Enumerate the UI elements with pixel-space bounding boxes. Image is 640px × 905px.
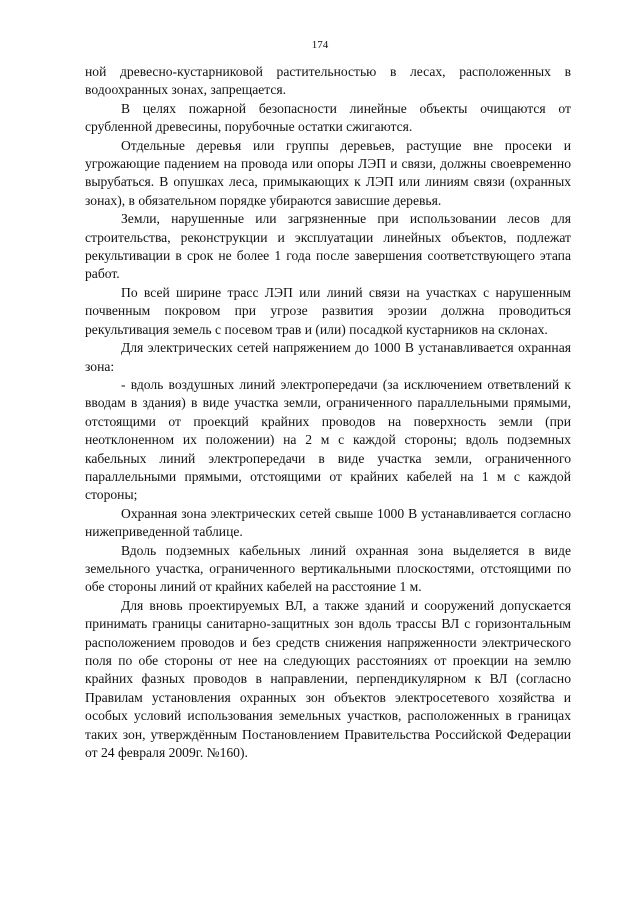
paragraph-erosion-control: По всей ширине трасс ЛЭП или линий связи на участках с нарушенным почвенным покровом при угрозе развития эрозии должна проводиться рекультивация земель с посевом трав и (или) посадкой кустарников на склонах. <box>85 284 571 337</box>
paragraph-tree-removal: Отдельные деревья или группы деревьев, растущие вне просеки и угрожающие падением на провода или опоры ЛЭП и связи, должны своевременно вырубаться. В опушках леса, примыкающих к ЛЭП или линиям связи (охранных зонах), в обязательном порядке убираются зависшие деревья. <box>85 137 571 208</box>
paragraph-high-voltage-zone: Охранная зона электрических сетей свыше 1000 В устанавливается согласно нижеприведенной таблице. <box>85 505 571 540</box>
paragraph-continuation: ной древесно-кустарниковой растительностью в лесах, расположенных в водоохранных зонах, запрещается. <box>85 64 571 98</box>
paragraph-fire-safety: В целях пожарной безопасности линейные объекты очищаются от срубленной древесины, порубочные остатки сжигаются. <box>85 100 571 135</box>
page-body <box>85 63 571 762</box>
paragraph-land-reclamation: Земли, нарушенные или загрязненные при использовании лесов для строительства, реконструкции и эксплуатации линейных объектов, подлежат рекультивации в срок не более 1 года после завершения соответствующего этапа работ. <box>85 211 571 282</box>
paragraph-low-voltage-zone: Для электрических сетей напряжением до 1000 В устанавливается охранная зона: <box>85 340 571 374</box>
paragraph-underground-cables: Вдоль подземных кабельных линий охранная зона выделяется в виде земельного участка, ограниченного вертикальными плоскостями, отстоящими по обе стороны линий от крайних кабелей на расстояние 1 м. <box>85 542 571 595</box>
paragraph-sanitary-zones: Для вновь проектируемых ВЛ, а также зданий и сооружений допускается принимать границы санитарно-защитных зон вдоль трассы ВЛ с горизонтальным расположением проводов и без средств снижения напряженности электрического поля по обе стороны от нее на следующих расстояниях от проекции на землю крайних фазных проводов в направлении, перпендикулярном к ВЛ (согласно Правилам установления охранных зон объектов электросетевого хозяйства и особых условий использования земельных участков, расположенных в границах таких зон, утверждённым Постановлением Правительства Российской Федерации от 24 февраля 2009г. №160). <box>85 597 571 761</box>
page-number: 174 <box>311 39 329 51</box>
paragraph-overhead-lines: - вдоль воздушных линий электропередачи (за исключением ответвлений к вводам в здания) в виде участка земли, ограниченного параллельными прямыми, отстоящими от проекций крайних проводов на поверхность земли (при неотклоненном их положении) на 2 м с каждой стороны; вдоль подземных кабельных линий электропередачи в виде участка земли, ограниченного параллельными прямыми, отстоящими от крайних кабелей на 1 м с каждой стороны; <box>85 376 571 503</box>
